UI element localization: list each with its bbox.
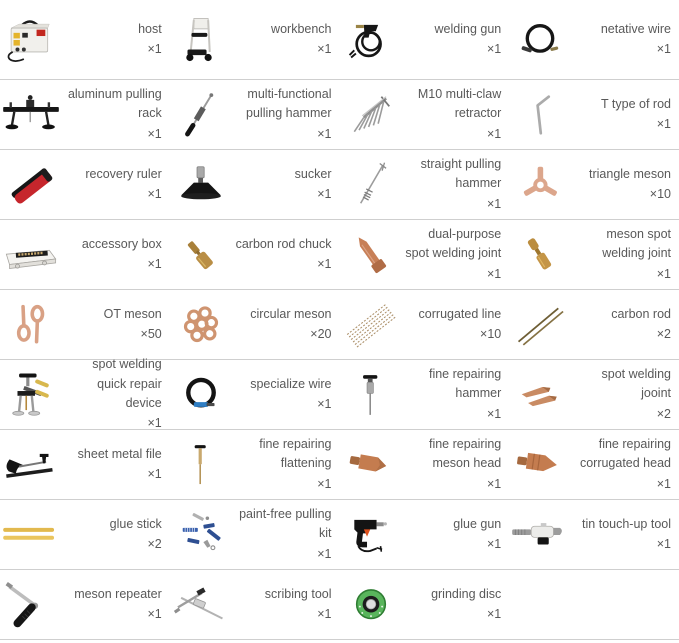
- rod-pair-image: [509, 294, 571, 356]
- item-qty: ×1: [147, 607, 162, 621]
- item-qty: ×1: [656, 476, 671, 491]
- metal-file-image: [0, 434, 62, 496]
- item-cell-welding-gun: [340, 0, 510, 79]
- kit-row: [0, 500, 679, 570]
- item-qty: ×1: [317, 187, 332, 201]
- item-qty: ×50: [140, 327, 162, 341]
- item-qty: ×2: [656, 327, 671, 341]
- item-name: triangle meson: [589, 166, 671, 181]
- item-name: welding gun: [434, 21, 502, 36]
- item-qty: ×1: [147, 467, 162, 481]
- item-name: fine repairing meson head: [428, 436, 502, 471]
- item-cell-fine-hammer: [340, 360, 510, 429]
- item-qty: ×1: [147, 126, 162, 141]
- item-name: sucker: [294, 166, 332, 181]
- straight-hammer-image: [340, 154, 402, 216]
- item-name: meson spot welding joint: [602, 226, 671, 261]
- item-cell-corrugated-head: [509, 430, 679, 499]
- item-cell-workbench: [170, 0, 340, 79]
- item-qty: ×1: [317, 126, 332, 141]
- item-cell-pulling-hammer: [170, 80, 340, 149]
- item-cell-brass-joint: [509, 220, 679, 289]
- copper-bit-image: [340, 434, 402, 496]
- item-name: spot welding jooint: [601, 366, 671, 401]
- item-name: multi-functional pulling hammer: [246, 86, 332, 121]
- item-qty: ×1: [486, 126, 502, 141]
- suction-cup-image: [170, 154, 232, 216]
- grinding-disc-image: [340, 574, 402, 636]
- item-qty: ×1: [147, 416, 162, 431]
- item-name: meson repeater: [74, 586, 162, 601]
- item-qty: ×1: [147, 187, 162, 201]
- item-name: scribing tool: [264, 586, 332, 601]
- torch-tool-image: [509, 504, 571, 566]
- item-name: carbon rod: [611, 306, 671, 321]
- repair-clamp-image: [0, 364, 62, 426]
- item-qty: ×1: [656, 537, 671, 551]
- pulling-rack-image: [0, 84, 62, 146]
- item-qty: ×10: [480, 327, 502, 341]
- item-name: host: [138, 21, 162, 36]
- rod-chuck-image: [170, 224, 232, 286]
- slide-hammer-image: [170, 84, 232, 146]
- scriber-image: [170, 574, 232, 636]
- item-name: workbench: [271, 21, 332, 36]
- item-qty: ×2: [656, 406, 671, 421]
- t-pin-tool-image: [340, 364, 402, 426]
- item-cell-repair-device: [0, 357, 170, 431]
- item-cell-rod-chuck: [170, 220, 340, 289]
- item-qty: ×1: [147, 257, 162, 271]
- item-qty: ×1: [317, 257, 332, 271]
- item-qty: ×1: [656, 42, 671, 56]
- item-cell-tin-touch-up: [509, 500, 679, 569]
- item-cell-host: [0, 0, 170, 79]
- item-cell-glue-gun: [340, 500, 510, 569]
- item-cell-pulling-rack: [0, 80, 170, 149]
- ring-cluster-image: [170, 294, 232, 356]
- kit-row: [0, 80, 679, 150]
- item-qty: ×1: [486, 266, 502, 281]
- item-qty: ×1: [486, 607, 502, 621]
- item-cell-scribing-tool: [170, 570, 340, 639]
- item-name: carbon rod chuck: [235, 236, 332, 251]
- item-cell-retractor: [340, 80, 510, 149]
- welding-machine-image: [0, 9, 62, 71]
- wire-coil-image: [509, 9, 571, 71]
- empty-cell: [509, 570, 679, 639]
- item-cell-corrugated-line: [340, 290, 510, 359]
- item-name: M10 multi-claw retractor: [417, 86, 502, 121]
- ot-meson-image: [0, 294, 62, 356]
- item-name: dual-purpose spot welding joint: [405, 226, 502, 261]
- item-cell-accessory-box: [0, 220, 170, 289]
- item-name: tin touch-up tool: [582, 516, 671, 531]
- item-qty: ×10: [649, 187, 671, 201]
- item-name: glue gun: [453, 516, 502, 531]
- item-qty: ×1: [317, 42, 332, 56]
- item-cell-circular-meson: [170, 290, 340, 359]
- item-name: fine repairing flattening: [259, 436, 332, 471]
- brass-joint-image: [509, 224, 571, 286]
- item-cell-glue-stick: [0, 500, 170, 569]
- recovery-ruler-image: [0, 154, 62, 216]
- item-cell-straight-hammer: [340, 150, 510, 219]
- item-name: spot welding quick repair device: [92, 357, 162, 410]
- item-name: corrugated line: [418, 306, 502, 321]
- glue-gun-image: [340, 504, 402, 566]
- item-cell-t-rod: [509, 80, 679, 149]
- copper-joint-image: [340, 224, 402, 286]
- item-name: straight pulling hammer: [420, 156, 502, 191]
- item-cell-welding-jooint: [509, 360, 679, 429]
- item-name: fine repairing corrugated head: [579, 436, 671, 471]
- item-name: accessory box: [81, 236, 162, 251]
- item-qty: ×1: [486, 406, 502, 421]
- t-rod-image: [509, 84, 571, 146]
- welding-gun-image: [340, 9, 402, 71]
- item-name: grinding disc: [431, 586, 502, 601]
- item-qty: ×1: [317, 546, 332, 561]
- pulling-tabs-image: [170, 504, 232, 566]
- item-cell-copper-joint: [340, 220, 510, 289]
- item-name: OT meson: [103, 306, 162, 321]
- item-qty: ×1: [486, 42, 502, 56]
- item-name: glue stick: [109, 516, 162, 531]
- item-cell-recovery-ruler: [0, 150, 170, 219]
- item-cell-meson-repeater: [0, 570, 170, 639]
- item-cell-grinding-disc: [340, 570, 510, 639]
- item-qty: ×1: [486, 196, 502, 211]
- item-name: circular meson: [250, 306, 332, 321]
- kit-row: [0, 430, 679, 500]
- item-name: sheet metal file: [77, 446, 162, 461]
- item-cell-sheet-metal-file: [0, 430, 170, 499]
- handle-tool-image: [0, 574, 62, 636]
- item-name: netative wire: [600, 21, 671, 36]
- workbench-cart-image: [170, 9, 232, 71]
- item-qty: ×1: [486, 537, 502, 551]
- joint-pair-image: [509, 364, 571, 426]
- kit-row: [0, 0, 679, 80]
- item-qty: ×20: [310, 327, 332, 341]
- item-cell-paint-free-kit: [170, 500, 340, 569]
- item-cell-netative-wire: [509, 0, 679, 79]
- item-qty: ×1: [317, 397, 332, 411]
- item-name: fine repairing hammer: [428, 366, 502, 401]
- item-qty: ×1: [656, 266, 671, 281]
- kit-row: [0, 290, 679, 360]
- corrugated-strip-image: [340, 294, 402, 356]
- copper-bit-ridged-image: [509, 434, 571, 496]
- kit-row: [0, 357, 679, 431]
- triangle-meson-image: [509, 154, 571, 216]
- item-qty: ×1: [317, 476, 332, 491]
- glue-sticks-image: [0, 504, 62, 566]
- item-name: T type of rod: [601, 96, 671, 111]
- item-qty: ×1: [486, 476, 502, 491]
- item-cell-triangle-meson: [509, 150, 679, 219]
- item-cell-fine-flattening: [170, 430, 340, 499]
- item-cell-specialize-wire: [170, 360, 340, 429]
- wire-coil-blue-image: [170, 364, 232, 426]
- item-name: recovery ruler: [85, 166, 162, 181]
- multi-claw-retractor-image: [340, 84, 402, 146]
- item-qty: ×1: [317, 607, 332, 621]
- t-pin-thin-image: [170, 434, 232, 496]
- item-cell-carbon-rod: [509, 290, 679, 359]
- kit-row: [0, 570, 679, 640]
- item-cell-sucker: [170, 150, 340, 219]
- item-name: paint-free pulling kit: [239, 506, 332, 541]
- kit-row: [0, 220, 679, 290]
- accessory-box-image: [0, 224, 62, 286]
- item-qty: ×1: [147, 42, 162, 56]
- item-cell-ot-meson: [0, 290, 170, 359]
- item-name: aluminum pulling rack: [67, 86, 162, 121]
- item-name: specialize wire: [250, 376, 332, 391]
- item-qty: ×1: [656, 117, 671, 131]
- item-qty: ×2: [147, 537, 162, 551]
- kit-row: [0, 150, 679, 220]
- item-cell-meson-head: [340, 430, 510, 499]
